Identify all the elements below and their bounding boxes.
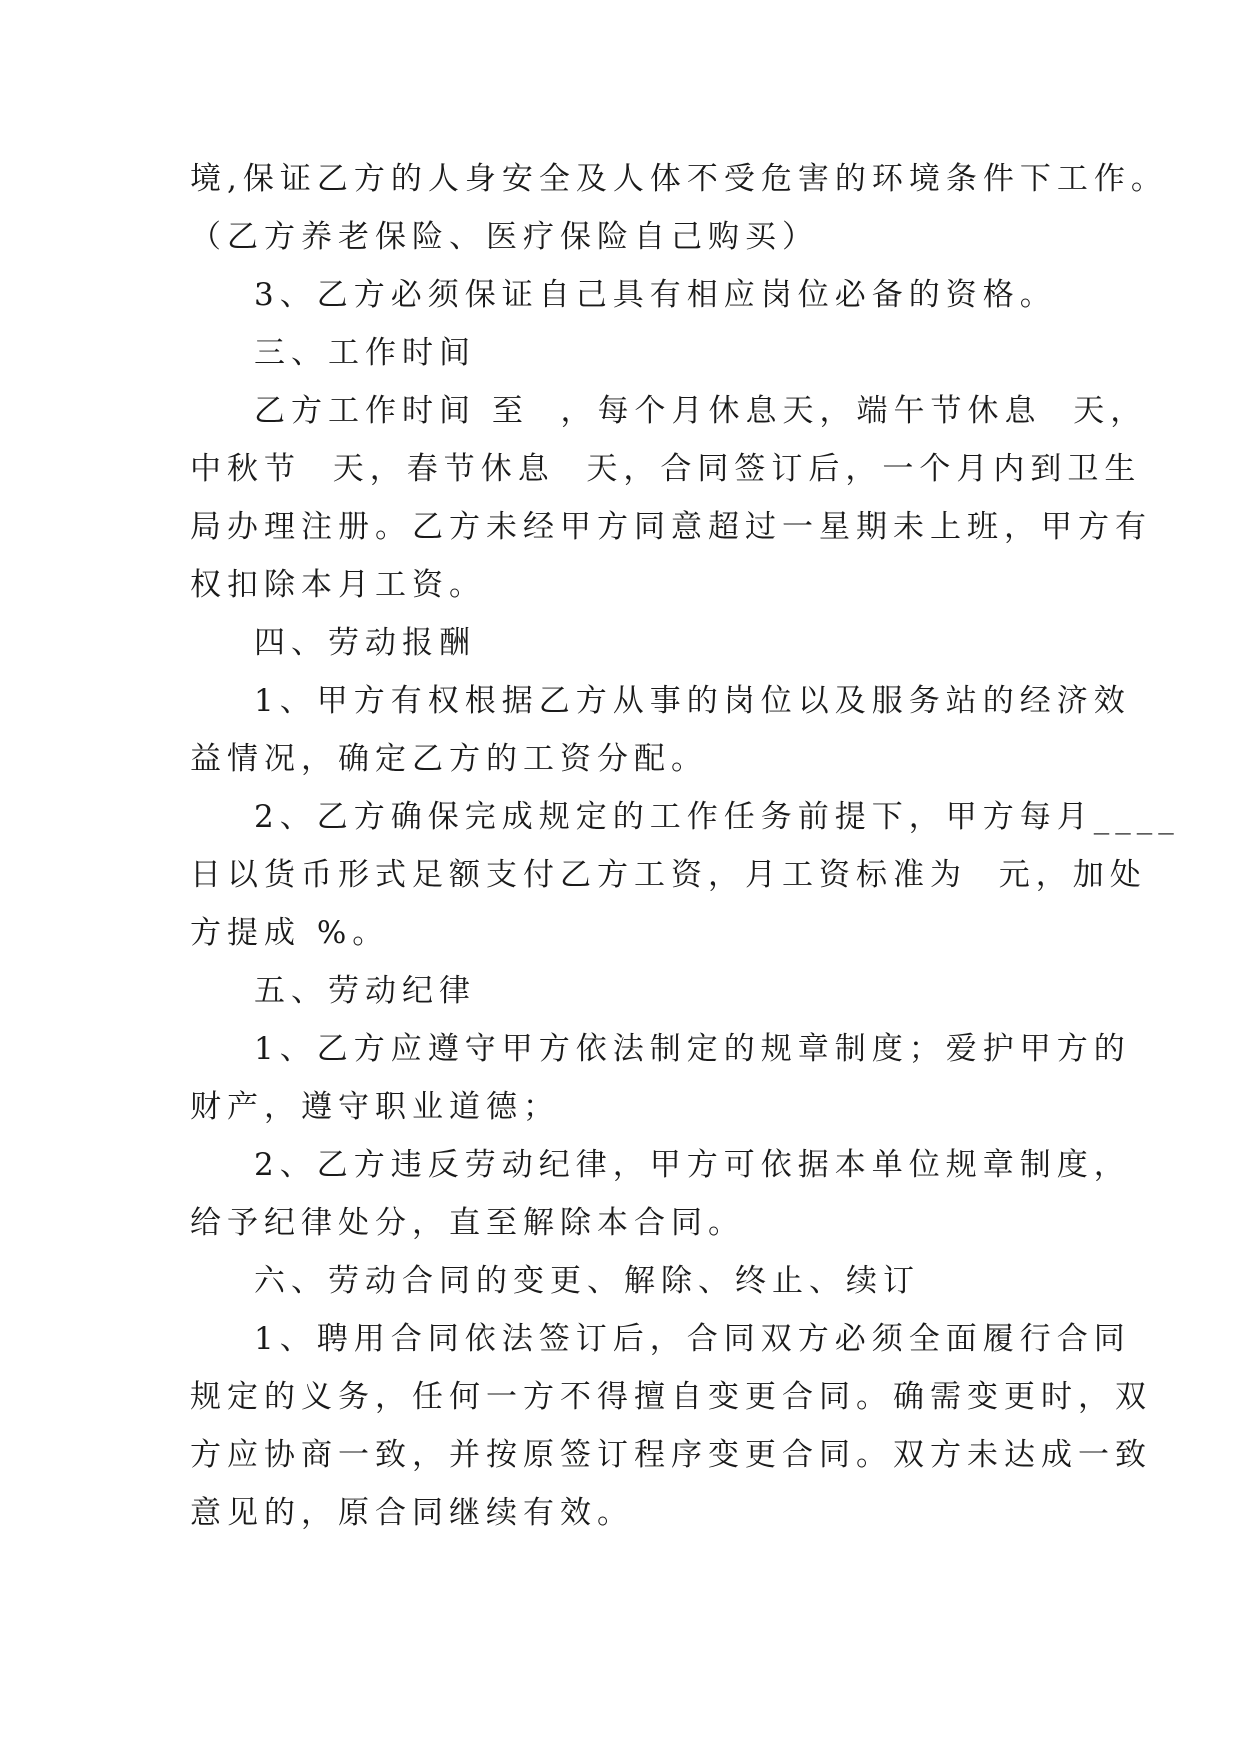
text-line: 2、乙方确保完成规定的工作任务前提下，甲方每月____ <box>254 799 1180 835</box>
text-line: 2、乙方违反劳动纪律，甲方可依据本单位规章制度， <box>254 1147 1131 1183</box>
text-line: 意见的，原合同继续有效。 <box>190 1495 634 1531</box>
text-line: 境,保证乙方的人身安全及人体不受危害的环境条件下工作。 <box>190 161 1168 197</box>
document-body <box>190 150 1180 1542</box>
section-heading: 五、劳动纪律 <box>254 973 476 1009</box>
text-line: 乙方工作时间 至 ，每个月休息天，端午节休息 天， <box>254 393 1148 429</box>
text-line: 1、聘用合同依法签订后，合同双方必须全面履行合同 <box>254 1321 1131 1357</box>
text-line: 财产，遵守职业道德； <box>190 1089 560 1125</box>
section-heading: 四、劳动报酬 <box>254 625 476 661</box>
text-line: 规定的义务，任何一方不得擅自变更合同。确需变更时，双 <box>190 1379 1152 1415</box>
text-line: 益情况，确定乙方的工资分配。 <box>190 741 708 777</box>
text-line: 权扣除本月工资。 <box>190 567 486 603</box>
text-line: 给予纪律处分，直至解除本合同。 <box>190 1205 745 1241</box>
text-line: 方应协商一致，并按原签订程序变更合同。双方未达成一致 <box>190 1437 1152 1473</box>
text-line: 3、乙方必须保证自己具有相应岗位必备的资格。 <box>254 277 1057 313</box>
section-heading: 六、劳动合同的变更、解除、终止、续订 <box>254 1263 920 1299</box>
text-line: （乙方养老保险、医疗保险自己购买） <box>190 219 819 255</box>
text-line: 方提成 %。 <box>190 915 390 951</box>
text-line: 局办理注册。乙方未经甲方同意超过一星期未上班，甲方有 <box>190 509 1152 545</box>
text-line: 1、甲方有权根据乙方从事的岗位以及服务站的经济效 <box>254 683 1131 719</box>
text-line: 中秋节 天，春节休息 天，合同签订后，一个月内到卫生 <box>190 451 1142 487</box>
section-heading: 三、工作时间 <box>254 335 476 371</box>
text-line: 日以货币形式足额支付乙方工资，月工资标准为 元，加处 <box>190 857 1147 893</box>
text-line: 1、乙方应遵守甲方依法制定的规章制度；爱护甲方的 <box>254 1031 1131 1067</box>
